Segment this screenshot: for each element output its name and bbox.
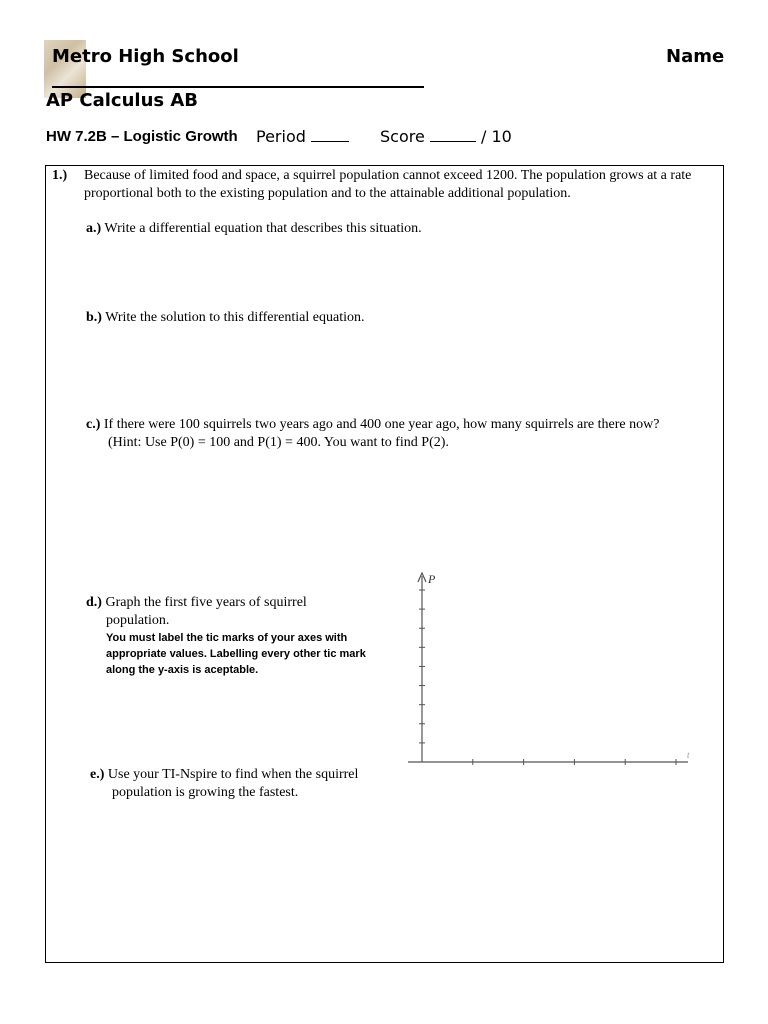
- score-label: Score: [380, 127, 425, 146]
- y-axis-label: P: [428, 572, 436, 586]
- period-field: [256, 127, 349, 146]
- blank-graph: [400, 568, 700, 772]
- part-c-hint: (Hint: Use P(0) = 100 and P(1) = 400. You want to find P(2).: [108, 435, 449, 450]
- part-e-line1: Use your TI-Nspire to find when the squirrel: [107, 767, 359, 782]
- score-total: / 10: [481, 127, 512, 146]
- score-blank: [430, 127, 476, 142]
- part-e: [90, 766, 390, 802]
- name-blank-line: [52, 70, 424, 88]
- part-d-line2: population.: [106, 613, 170, 628]
- assignment-title: HW 7.2B – Logistic Growth: [46, 128, 238, 145]
- part-d: [86, 594, 376, 678]
- part-c: [86, 416, 714, 452]
- problem-box: [45, 165, 724, 963]
- part-a-text: Write a differential equation that describes this situation.: [104, 221, 422, 236]
- part-c-label: c.): [86, 417, 101, 432]
- school-name: Metro High School: [52, 46, 239, 67]
- problem-number: 1.): [52, 168, 68, 183]
- part-b: [86, 309, 365, 327]
- part-d-line1: Graph the first five years of squirrel: [105, 595, 307, 610]
- name-label: Name: [666, 46, 725, 67]
- period-label: Period: [256, 127, 306, 146]
- part-d-label: d.): [86, 595, 102, 610]
- period-blank: [311, 127, 349, 142]
- part-a: [86, 220, 422, 238]
- part-e-line2: population is growing the fastest.: [112, 785, 299, 800]
- part-a-label: a.): [86, 221, 102, 236]
- part-e-label: e.): [90, 767, 105, 782]
- x-axis-label: t: [687, 750, 690, 760]
- score-field: [380, 127, 512, 146]
- course-title: AP Calculus AB: [46, 90, 199, 111]
- part-c-line1: If there were 100 squirrels two years ago and 400 one year ago, how many squirrels are there now?: [103, 417, 660, 432]
- part-b-label: b.): [86, 310, 102, 325]
- problem-text: Because of limited food and space, a squirrel population cannot exceed 1200. The population grows at a rate proportional both to the existing population and to the attainable additional population.: [84, 168, 692, 201]
- part-d-note: You must label the tic marks of your axes with appropriate values. Labelling every other tic mark along the y-axis is aceptable.: [106, 632, 366, 676]
- part-b-text: Write the solution to this differential equation.: [105, 310, 365, 325]
